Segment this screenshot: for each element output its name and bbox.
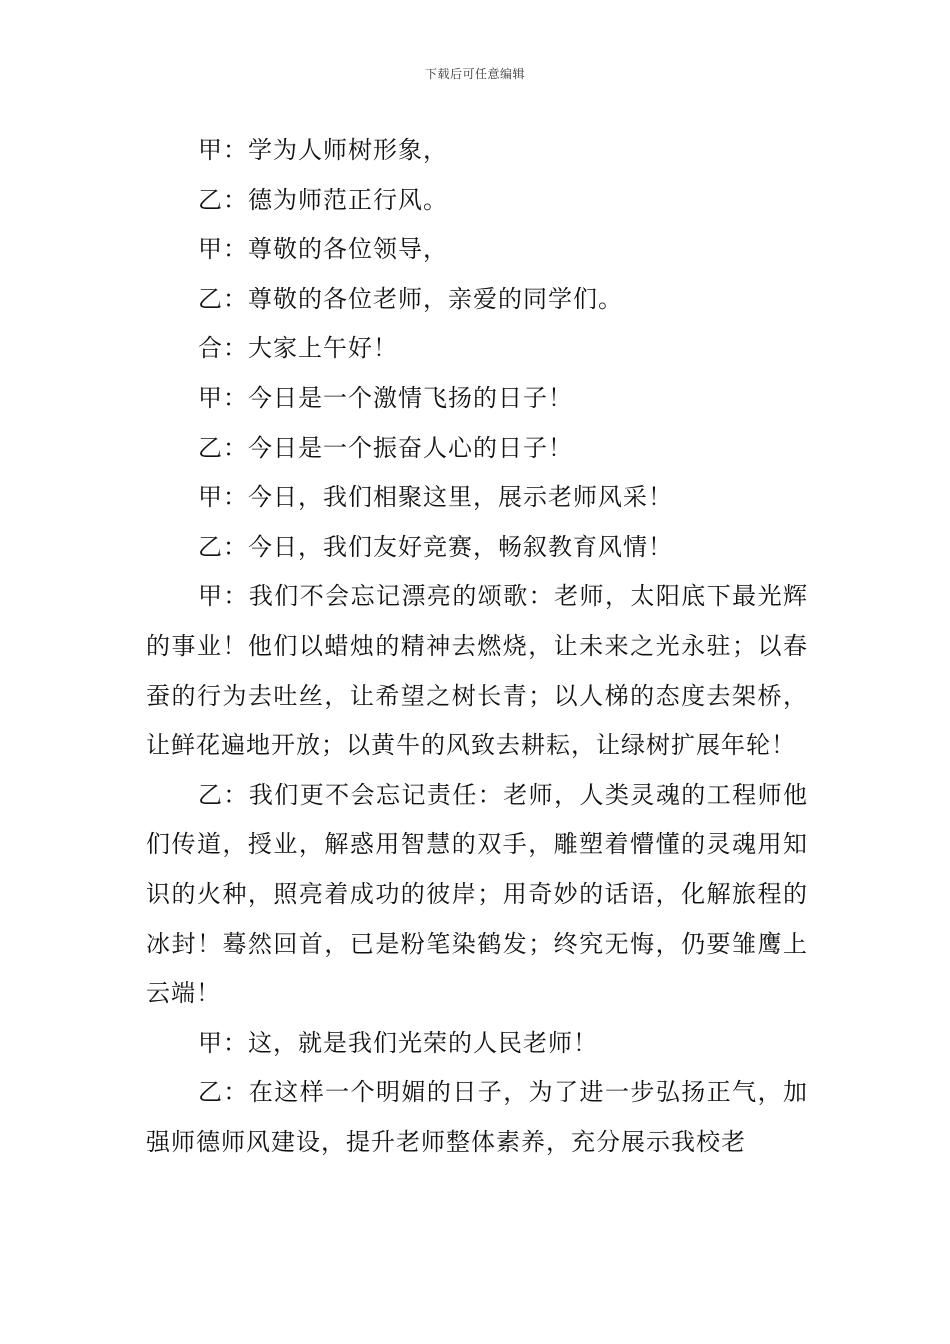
- paragraph-5: 合：大家上午好！: [198, 334, 398, 363]
- page-header: 下载后可任意编辑: [424, 67, 525, 81]
- paragraph-11: 乙：我们更不会忘记责任：老师，人类灵魂的工程师他们传道，授业，解惑用智慧的双手，雕塑着懵懂的灵魂用知识的火种，照亮着成功的彼岸；用奇妙的话语，化解旅程的冰封！蓦然回首，已是粉笔染鹤发；终究无悔，仍要雏鹰上云端！: [146, 780, 808, 1008]
- paragraph-8: 甲：今日，我们相聚这里，展示老师风采！: [198, 483, 673, 512]
- paragraph-10: 甲：我们不会忘记漂亮的颂歌：老师，太阳底下最光辉的事业！他们以蜡烛的精神去燃烧，让未来之光永驻；以春蚕的行为去吐丝，让希望之树长青；以人梯的态度去架桥，让鲜花遍地开放；以黄牛的风致去耕耘，让绿树扩展年轮！: [146, 582, 808, 760]
- paragraph-1: 甲：学为人师树形象，: [198, 136, 448, 164]
- paragraph-3: 甲：尊敬的各位领导，: [198, 235, 448, 264]
- paragraph-7: 乙：今日是一个振奋人心的日子！: [198, 433, 573, 462]
- paragraph-4: 乙：尊敬的各位老师，亲爱的同学们。: [198, 284, 623, 313]
- paragraph-9: 乙：今日，我们友好竞赛，畅叙教育风情！: [198, 532, 673, 561]
- paragraph-12: 甲：这，就是我们光荣的人民老师！: [198, 1028, 598, 1057]
- paragraph-2: 乙：德为师范正行风。: [198, 185, 448, 214]
- paragraph-13: 乙：在这样一个明媚的日子，为了进一步弘扬正气，加强师德师风建设，提升老师整体素养，充分展示我校老: [146, 1078, 808, 1156]
- paragraph-6: 甲：今日是一个激情飞扬的日子！: [198, 383, 573, 412]
- document-body: [146, 126, 808, 1167]
